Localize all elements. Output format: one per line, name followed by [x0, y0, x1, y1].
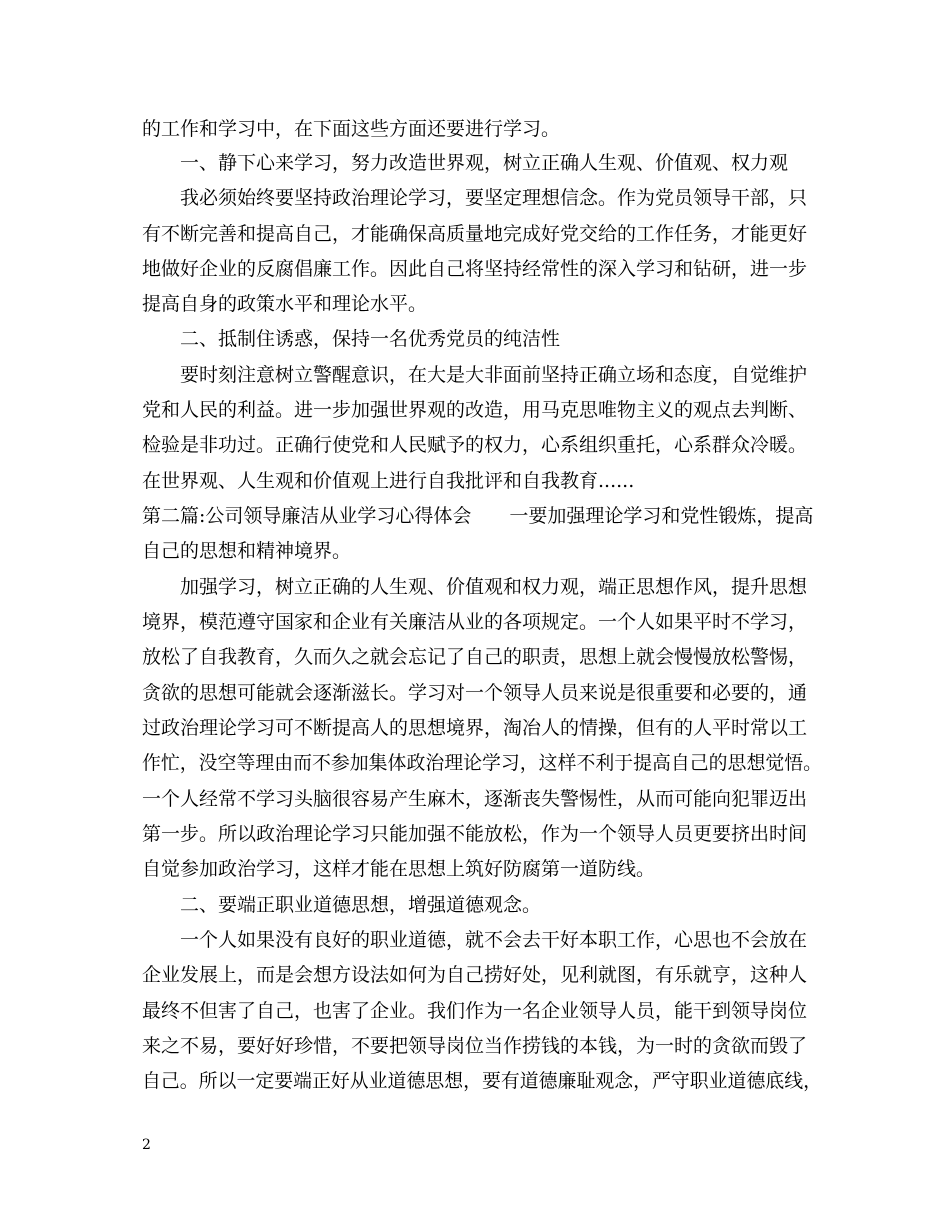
text-line: 党和人民的利益。进一步加强世界观的改造，用马克思唯物主义的观点去判断、 — [142, 399, 808, 421]
section-heading: 二、抵制住诱惑，保持一名优秀党员的纯洁性 — [142, 328, 561, 350]
text-line: 提高自身的政策水平和理论水平。 — [142, 293, 428, 315]
text-line: 有不断完善和提高自己，才能确保高质量地完成好党交给的工作任务，才能更好 — [142, 223, 808, 245]
text-line: 放松了自我教育，久而久之就会忘记了自己的职责，思想上就会慢慢放松警惕， — [142, 646, 808, 668]
text-line: 最终不但害了自己，也害了企业。我们作为一名企业领导人员，能干到领导岗位 — [142, 1000, 808, 1022]
text-line: 过政治理论学习可不断提高人的思想境界，淘冶人的情操，但有的人平时常以工 — [142, 717, 808, 739]
text-line: 一个人如果没有良好的职业道德，就不会去干好本职工作，心思也不会放在 — [142, 929, 808, 951]
text-line: 自己。所以一定要端正好从业道德思想，要有道德廉耻观念，严守职业道德底线， — [142, 1070, 823, 1092]
text-line: 要时刻注意树立警醒意识，在大是大非面前坚持正确立场和态度，自觉维护 — [142, 364, 808, 386]
text-line: 自觉参加政治学习，这样才能在思想上筑好防腐第一道防线。 — [142, 858, 656, 880]
section-heading: 一、静下心来学习，努力改造世界观，树立正确人生观、价值观、权力观 — [142, 152, 789, 174]
text-line: 地做好企业的反腐倡廉工作。因此自己将坚持经常性的深入学习和钻研，进一步 — [142, 258, 808, 280]
text-line: 检验是非功过。正确行使党和人民赋予的权力，心系组织重托，心系群众冷暖。 — [142, 434, 808, 456]
text-line: 在世界观、人生观和价值观上进行自我批评和自我教育...... — [142, 470, 635, 492]
text-line: 自己的思想和精神境界。 — [142, 540, 352, 562]
text-line: 贪欲的思想可能就会逐渐滋长。学习对一个领导人员来说是很重要和必要的，通 — [142, 682, 808, 704]
text-line: 加强学习，树立正确的人生观、价值观和权力观，端正思想作风，提升思想 — [142, 576, 808, 598]
text-line: 我必须始终要坚持政治理论学习，要坚定理想信念。作为党员领导干部，只 — [142, 187, 808, 209]
section-heading: 二、要端正职业道德思想，增强道德观念。 — [142, 894, 542, 916]
text-line: 企业发展上，而是会想方设法如何为自己捞好处，见利就图，有乐就亨，这种人 — [142, 964, 808, 986]
text-line: 作忙，没空等理由而不参加集体政治理论学习，这样不利于提高自己的思想觉悟。 — [142, 752, 823, 774]
text-line: 境界，模范遵守国家和企业有关廉洁从业的各项规定。一个人如果平时不学习， — [142, 611, 808, 633]
text-line: 第一步。所以政治理论学习只能加强不能放松，作为一个领导人员更要挤出时间 — [142, 823, 808, 845]
text-line: 来之不易，要好好珍惜，不要把领导岗位当作捞钱的本钱，为一时的贪欲而毁了 — [142, 1035, 808, 1057]
chapter-title-line: 第二篇:公司领导廉洁从业学习心得体会 一要加强理论学习和党性锻炼，提高 — [142, 505, 814, 527]
page-number: 2 — [142, 1137, 151, 1153]
text-line: 的工作和学习中，在下面这些方面还要进行学习。 — [142, 118, 561, 140]
text-line: 一个人经常不学习头脑很容易产生麻木，逐渐丧失警惕性，从而可能向犯罪迈出 — [142, 788, 808, 810]
